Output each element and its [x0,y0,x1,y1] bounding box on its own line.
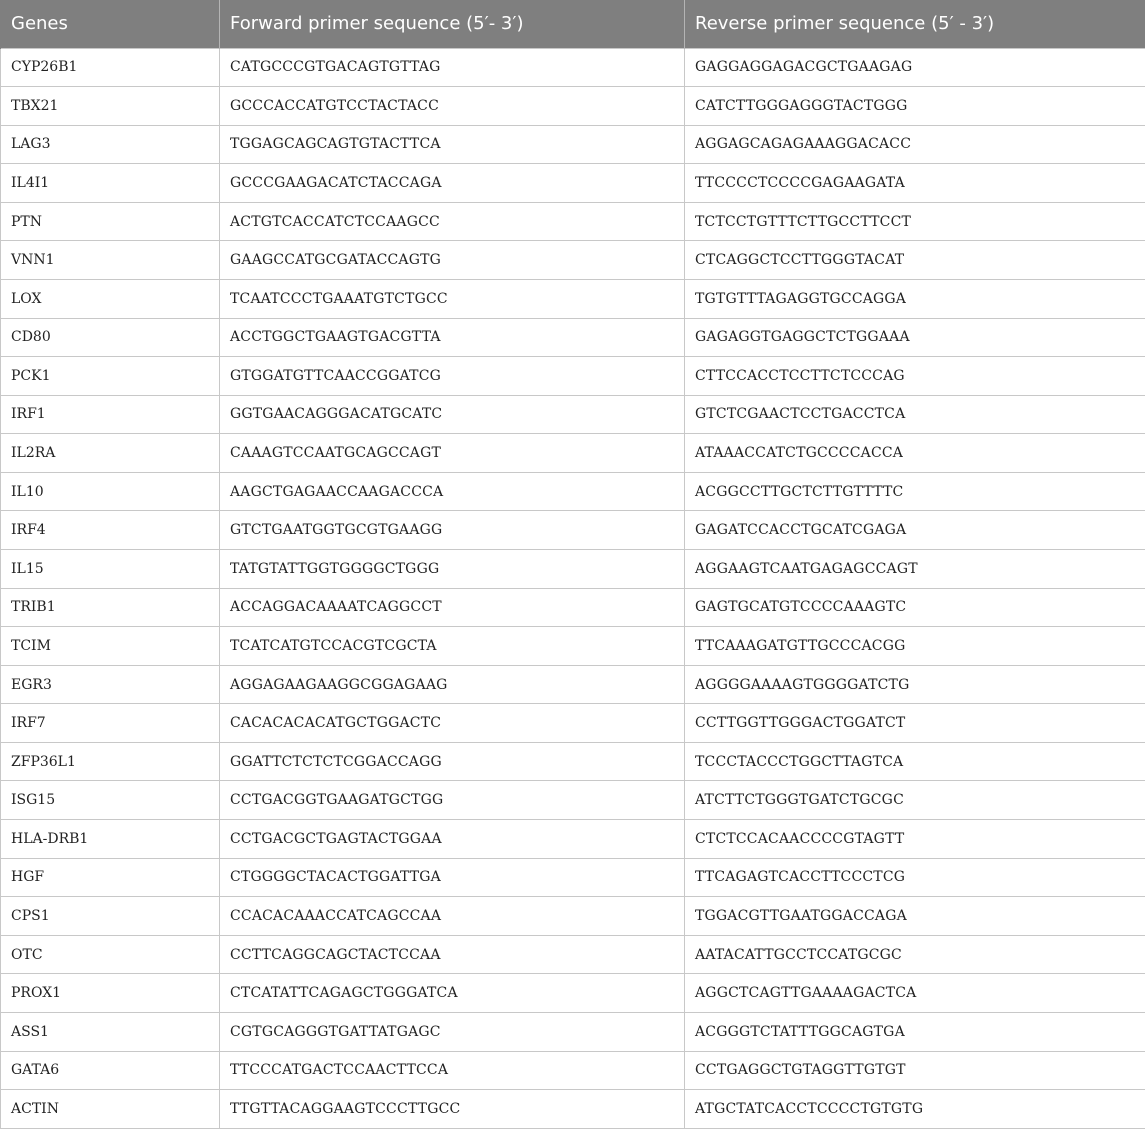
gene-cell: IL2RA [1,434,220,473]
reverse-primer-cell: CCTGAGGCTGTAGGTTGTGT [685,1051,1145,1090]
forward-primer-cell: TGGAGCAGCAGTGTACTTCA [220,125,685,164]
gene-cell: PROX1 [1,974,220,1013]
table-row [1,164,1145,203]
forward-primer-cell: GGATTCTCTCTCGGACCAGG [220,742,685,781]
forward-primer-cell: AAGCTGAGAACCAAGACCCA [220,472,685,511]
forward-primer-cell: CCACACAAACCATCAGCCAA [220,897,685,936]
header-reverse-primer: Reverse primer sequence (5′ - 3′) [685,0,1145,48]
reverse-primer-cell: CCTTGGTTGGGACTGGATCT [685,704,1145,743]
table-row [1,472,1145,511]
forward-primer-cell: CCTTCAGGCAGCTACTCCAA [220,935,685,974]
forward-primer-cell: CCTGACGCTGAGTACTGGAA [220,820,685,859]
table-row [1,781,1145,820]
gene-cell: LOX [1,279,220,318]
forward-primer-cell: CTCATATTCAGAGCTGGGATCA [220,974,685,1013]
table-row [1,742,1145,781]
table-row [1,318,1145,357]
gene-cell: ISG15 [1,781,220,820]
reverse-primer-cell: TCCCTACCCTGGCTTAGTCA [685,742,1145,781]
reverse-primer-cell: ATAAACCATCTGCCCCACCA [685,434,1145,473]
forward-primer-cell: TCAATCCCTGAAATGTCTGCC [220,279,685,318]
forward-primer-cell: CGTGCAGGGTGATTATGAGC [220,1012,685,1051]
reverse-primer-cell: GAGATCCACCTGCATCGAGA [685,511,1145,550]
forward-primer-cell: ACCAGGACAAAATCAGGCCT [220,588,685,627]
reverse-primer-cell: TTCAAAGATGTTGCCCACGG [685,627,1145,666]
gene-cell: IRF7 [1,704,220,743]
forward-primer-cell: AGGAGAAGAAGGCGGAGAAG [220,665,685,704]
table-row [1,241,1145,280]
table-row [1,511,1145,550]
gene-cell: GATA6 [1,1051,220,1090]
gene-cell: TBX21 [1,87,220,126]
reverse-primer-cell: GAGTGCATGTCCCCAAAGTC [685,588,1145,627]
forward-primer-cell: CAAAGTCCAATGCAGCCAGT [220,434,685,473]
forward-primer-cell: ACTGTCACCATCTCCAAGCC [220,202,685,241]
header-forward-primer: Forward primer sequence (5′- 3′) [220,0,685,48]
table-row [1,279,1145,318]
table-header [1,0,1145,48]
table-row [1,1090,1145,1129]
table-row [1,1051,1145,1090]
table-row [1,974,1145,1013]
table-row [1,897,1145,936]
table-row [1,935,1145,974]
forward-primer-cell: TTCCCATGACTCCAACTTCCA [220,1051,685,1090]
gene-cell: ACTIN [1,1090,220,1129]
forward-primer-cell: CTGGGGCTACACTGGATTGA [220,858,685,897]
forward-primer-cell: ACCTGGCTGAAGTGACGTTA [220,318,685,357]
gene-cell: TCIM [1,627,220,666]
table-row [1,550,1145,589]
reverse-primer-cell: TTCAGAGTCACCTTCCCTCG [685,858,1145,897]
gene-cell: HGF [1,858,220,897]
gene-cell: IRF4 [1,511,220,550]
table-row [1,357,1145,396]
gene-cell: TRIB1 [1,588,220,627]
table-row [1,395,1145,434]
table-row [1,588,1145,627]
reverse-primer-cell: GTCTCGAACTCCTGACCTCA [685,395,1145,434]
forward-primer-cell: GCCCGAAGACATCTACCAGA [220,164,685,203]
reverse-primer-cell: TGTGTTTAGAGGTGCCAGGA [685,279,1145,318]
forward-primer-cell: GCCCACCATGTCCTACTACC [220,87,685,126]
table-row [1,202,1145,241]
gene-cell: CYP26B1 [1,48,220,87]
gene-cell: HLA-DRB1 [1,820,220,859]
forward-primer-cell: CATGCCCGTGACAGTGTTAG [220,48,685,87]
gene-cell: PCK1 [1,357,220,396]
reverse-primer-cell: CTTCCACCTCCTTCTCCCAG [685,357,1145,396]
table-row [1,87,1145,126]
table-row [1,704,1145,743]
forward-primer-cell: GAAGCCATGCGATACCAGTG [220,241,685,280]
table-row [1,125,1145,164]
gene-cell: IL4I1 [1,164,220,203]
gene-cell: EGR3 [1,665,220,704]
reverse-primer-cell: AATACATTGCCTCCATGCGC [685,935,1145,974]
reverse-primer-cell: GAGAGGTGAGGCTCTGGAAA [685,318,1145,357]
reverse-primer-cell: CTCTCCACAACCCCGTAGTT [685,820,1145,859]
reverse-primer-cell: CTCAGGCTCCTTGGGTACAT [685,241,1145,280]
reverse-primer-cell: TGGACGTTGAATGGACCAGA [685,897,1145,936]
reverse-primer-cell: TTCCCCTCCCCGAGAAGATA [685,164,1145,203]
reverse-primer-cell: ATCTTCTGGGTGATCTGCGC [685,781,1145,820]
reverse-primer-cell: ATGCTATCACCTCCCCTGTGTG [685,1090,1145,1129]
reverse-primer-cell: ACGGGTCTATTTGGCAGTGA [685,1012,1145,1051]
table-row [1,665,1145,704]
gene-cell: ZFP36L1 [1,742,220,781]
gene-cell: PTN [1,202,220,241]
forward-primer-cell: TTGTTACAGGAAGTCCCTTGCC [220,1090,685,1129]
reverse-primer-cell: AGGCTCAGTTGAAAAGACTCA [685,974,1145,1013]
forward-primer-cell: GGTGAACAGGGACATGCATC [220,395,685,434]
forward-primer-cell: GTGGATGTTCAACCGGATCG [220,357,685,396]
reverse-primer-cell: AGGGGAAAAGTGGGGATCTG [685,665,1145,704]
gene-cell: IL15 [1,550,220,589]
reverse-primer-cell: AGGAAGTCAATGAGAGCCAGT [685,550,1145,589]
gene-cell: CD80 [1,318,220,357]
gene-cell: VNN1 [1,241,220,280]
reverse-primer-cell: ACGGCCTTGCTCTTGTTTTC [685,472,1145,511]
table-body [1,48,1145,1128]
reverse-primer-cell: TCTCCTGTTTCTTGCCTTCCT [685,202,1145,241]
forward-primer-cell: GTCTGAATGGTGCGTGAAGG [220,511,685,550]
header-genes: Genes [1,0,220,48]
reverse-primer-cell: CATCTTGGGAGGGTACTGGG [685,87,1145,126]
gene-cell: LAG3 [1,125,220,164]
reverse-primer-cell: GAGGAGGAGACGCTGAAGAG [685,48,1145,87]
table-row [1,858,1145,897]
reverse-primer-cell: AGGAGCAGAGAAAGGACACC [685,125,1145,164]
forward-primer-cell: TCATCATGTCCACGTCGCTA [220,627,685,666]
table-row [1,48,1145,87]
table-row [1,820,1145,859]
header-row [1,0,1145,48]
gene-cell: CPS1 [1,897,220,936]
gene-cell: OTC [1,935,220,974]
gene-cell: IRF1 [1,395,220,434]
forward-primer-cell: CACACACACATGCTGGACTC [220,704,685,743]
table-row [1,1012,1145,1051]
table-row [1,627,1145,666]
forward-primer-cell: CCTGACGGTGAAGATGCTGG [220,781,685,820]
gene-cell: IL10 [1,472,220,511]
gene-cell: ASS1 [1,1012,220,1051]
forward-primer-cell: TATGTATTGGTGGGGCTGGG [220,550,685,589]
table-row [1,434,1145,473]
